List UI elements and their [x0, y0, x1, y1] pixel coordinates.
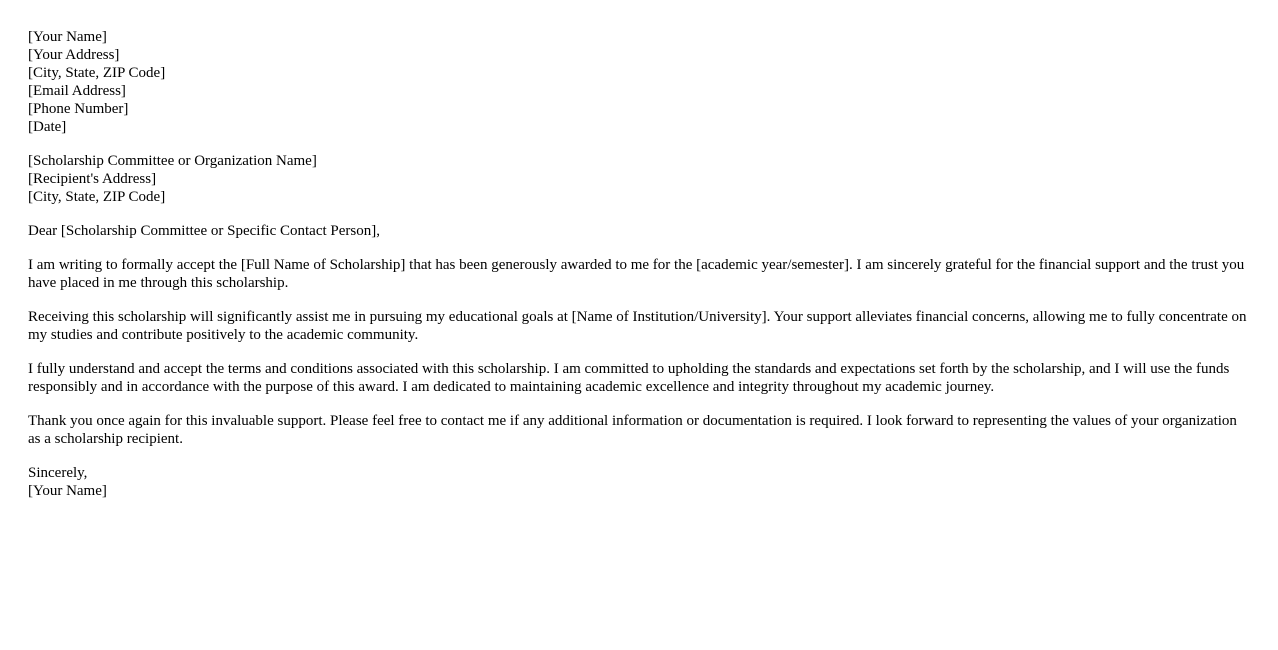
sender-address: [Your Address]	[28, 47, 120, 63]
body-paragraph: Thank you once again for this invaluable support. Please feel free to contact me if any additional information or documentation is required. I look forward to representing the values of your organization as a scholarship recipient.	[28, 413, 1237, 447]
body-paragraph: I am writing to formally accept the [Full Name of Scholarship] that has been generously awarded to me for the [academic year/semester]. I am sincerely grateful for the financial support and the trust you have placed in me through this scholarship.	[28, 257, 1245, 291]
recipient-organization: [Scholarship Committee or Organization Name]	[28, 153, 317, 169]
sender-phone: [Phone Number]	[28, 101, 129, 117]
recipient-address: [Recipient's Address]	[28, 171, 157, 187]
sender-address-block	[28, 28, 1250, 136]
recipient-city-state-zip: [City, State, ZIP Code]	[28, 189, 166, 205]
sender-email: [Email Address]	[28, 83, 126, 99]
sender-city-state-zip: [City, State, ZIP Code]	[28, 65, 166, 81]
signature-name: [Your Name]	[28, 483, 107, 499]
closing-block	[28, 464, 1250, 500]
letter-date: [Date]	[28, 119, 67, 135]
recipient-address-block	[28, 152, 1250, 206]
letter-document	[28, 28, 1250, 516]
sender-name: [Your Name]	[28, 29, 107, 45]
salutation: Dear [Scholarship Committee or Specific Contact Person],	[28, 223, 380, 239]
body-paragraph: I fully understand and accept the terms and conditions associated with this scholarship. I am committed to upholding the standards and expectations set forth by the scholarship, and I will use the funds responsibly and in accordance with the purpose of this award. I am dedicated to maintaining academic excellence and integrity throughout my academic journey.	[28, 361, 1230, 395]
valediction: Sincerely,	[28, 465, 88, 481]
body-paragraph: Receiving this scholarship will significantly assist me in pursuing my educational goals at [Name of Institution/University]. Your support alleviates financial concerns, allowing me to fully concentrate on my studies and contribute positively to the academic community.	[28, 309, 1247, 343]
